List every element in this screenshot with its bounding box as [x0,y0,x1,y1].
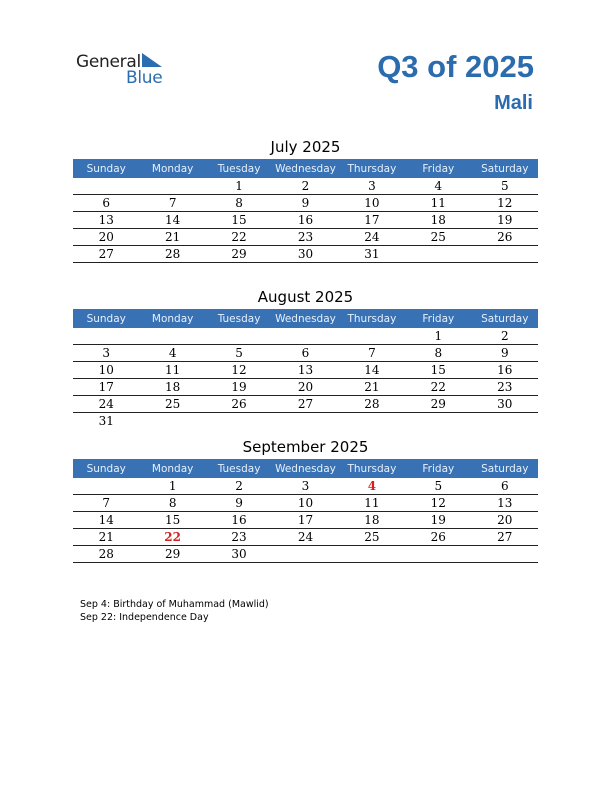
day-cell [272,328,338,345]
day-cell: 1 [206,178,272,195]
weekday-header: Sunday [73,159,139,178]
day-cell: 21 [139,229,205,246]
day-cell: 29 [405,396,471,413]
day-cell: 13 [472,495,538,512]
week-row [73,178,538,195]
day-cell: 22 [139,529,205,546]
logo-word-blue: Blue [126,68,163,88]
day-cell: 19 [206,379,272,396]
day-cell [339,413,405,430]
generalblue-logo [76,52,176,88]
day-cell: 30 [272,246,338,263]
day-cell [405,246,471,263]
day-cell: 27 [272,396,338,413]
day-cell [206,328,272,345]
week-row [73,478,538,495]
day-cell: 4 [339,478,405,495]
week-row [73,345,538,362]
day-cell: 23 [206,529,272,546]
day-cell [272,413,338,430]
day-cell: 12 [405,495,471,512]
day-cell: 22 [206,229,272,246]
day-cell: 9 [272,195,338,212]
day-cell: 1 [139,478,205,495]
day-cell: 22 [405,379,471,396]
week-row [73,195,538,212]
weekday-header: Thursday [339,309,405,328]
day-cell: 23 [472,379,538,396]
day-cell: 16 [472,362,538,379]
day-cell: 14 [73,512,139,529]
month-september [73,437,538,563]
calendar-table [73,309,538,429]
month-title: July 2025 [270,138,341,156]
day-cell: 20 [472,512,538,529]
week-row [73,529,538,546]
day-cell: 10 [73,362,139,379]
day-cell [339,328,405,345]
day-cell: 18 [139,379,205,396]
day-cell: 16 [272,212,338,229]
weekday-header: Friday [405,459,471,478]
weekday-header: Wednesday [272,159,338,178]
weekday-header: Saturday [472,159,538,178]
day-cell: 25 [339,529,405,546]
day-cell: 6 [73,195,139,212]
weekday-header: Friday [405,159,471,178]
day-cell: 13 [73,212,139,229]
day-cell: 17 [272,512,338,529]
week-row [73,212,538,229]
week-row [73,229,538,246]
weekday-header: Wednesday [272,459,338,478]
day-cell [139,328,205,345]
weekday-header: Monday [139,459,205,478]
day-cell: 29 [139,546,205,563]
weekday-header: Monday [139,309,205,328]
month-august [73,287,538,429]
day-cell: 15 [139,512,205,529]
day-cell: 11 [139,362,205,379]
day-cell: 13 [272,362,338,379]
day-cell [73,478,139,495]
week-row [73,396,538,413]
day-cell: 6 [272,345,338,362]
logo-triangle-icon [142,53,164,69]
day-cell: 28 [139,246,205,263]
week-row [73,512,538,529]
week-row [73,362,538,379]
day-cell: 11 [405,195,471,212]
day-cell: 2 [272,178,338,195]
day-cell: 5 [405,478,471,495]
day-cell: 5 [472,178,538,195]
day-cell: 29 [206,246,272,263]
day-cell: 19 [405,512,471,529]
day-cell: 25 [405,229,471,246]
day-cell: 17 [73,379,139,396]
day-cell: 2 [206,478,272,495]
day-cell [339,546,405,563]
day-cell [472,246,538,263]
day-cell [139,413,205,430]
day-cell: 5 [206,345,272,362]
day-cell [206,413,272,430]
day-cell: 17 [339,212,405,229]
day-cell: 26 [472,229,538,246]
day-cell: 24 [73,396,139,413]
weekday-header: Monday [139,159,205,178]
day-cell [73,178,139,195]
day-cell: 6 [472,478,538,495]
day-cell: 18 [339,512,405,529]
day-cell: 23 [272,229,338,246]
calendar-table [73,159,538,263]
logo-word-general: General [76,52,141,72]
day-cell [472,546,538,563]
day-cell: 4 [405,178,471,195]
day-cell: 12 [206,362,272,379]
day-cell: 21 [339,379,405,396]
day-cell: 16 [206,512,272,529]
day-cell: 4 [139,345,205,362]
day-cell [139,178,205,195]
day-cell: 2 [472,328,538,345]
day-cell: 9 [206,495,272,512]
day-cell: 10 [272,495,338,512]
day-cell: 20 [73,229,139,246]
day-cell: 3 [272,478,338,495]
day-cell [405,546,471,563]
day-cell: 18 [405,212,471,229]
weekday-header: Tuesday [206,159,272,178]
day-cell [472,413,538,430]
weekday-header: Saturday [472,309,538,328]
day-cell: 27 [73,246,139,263]
weekday-header: Thursday [339,459,405,478]
weekday-header: Wednesday [272,309,338,328]
weekday-header: Sunday [73,309,139,328]
week-row [73,246,538,263]
day-cell: 26 [206,396,272,413]
day-cell: 7 [139,195,205,212]
day-cell: 14 [339,362,405,379]
day-cell: 25 [139,396,205,413]
day-cell: 8 [139,495,205,512]
day-cell: 28 [339,396,405,413]
day-cell: 27 [472,529,538,546]
holiday-note: Sep 22: Independence Day [80,612,209,623]
day-cell: 24 [272,529,338,546]
day-cell: 21 [73,529,139,546]
weekday-header: Tuesday [206,309,272,328]
day-cell: 19 [472,212,538,229]
day-cell: 8 [206,195,272,212]
day-cell: 31 [339,246,405,263]
day-cell: 20 [272,379,338,396]
page-title: Q3 of 2025 [377,49,534,84]
day-cell: 30 [472,396,538,413]
day-cell [73,328,139,345]
holiday-note: Sep 4: Birthday of Muhammad (Mawlid) [80,599,269,610]
week-row [73,413,538,430]
calendar-table [73,459,538,563]
day-cell: 1 [405,328,471,345]
day-cell [272,546,338,563]
week-row [73,546,538,563]
day-cell: 12 [472,195,538,212]
month-july [73,137,538,263]
day-cell: 9 [472,345,538,362]
day-cell: 26 [405,529,471,546]
day-cell: 31 [98,414,114,428]
day-cell: 3 [73,345,139,362]
holiday-notes [80,598,269,624]
week-row [73,328,538,345]
day-cell: 28 [73,546,139,563]
day-cell: 30 [206,546,272,563]
month-title: September 2025 [242,438,369,456]
country-name: Mali [494,92,533,114]
day-cell: 8 [405,345,471,362]
day-cell: 15 [206,212,272,229]
day-cell: 11 [339,495,405,512]
day-cell: 15 [405,362,471,379]
day-cell: 14 [139,212,205,229]
weekday-header: Friday [405,309,471,328]
weekday-header: Sunday [73,459,139,478]
day-cell: 24 [339,229,405,246]
month-title: August 2025 [257,288,354,306]
day-cell: 10 [339,195,405,212]
day-cell: 7 [339,345,405,362]
weekday-header: Tuesday [206,459,272,478]
weekday-header: Thursday [339,159,405,178]
week-row [73,379,538,396]
day-cell [405,413,471,430]
day-cell: 7 [73,495,139,512]
day-cell: 3 [339,178,405,195]
weekday-header: Saturday [472,459,538,478]
week-row [73,495,538,512]
